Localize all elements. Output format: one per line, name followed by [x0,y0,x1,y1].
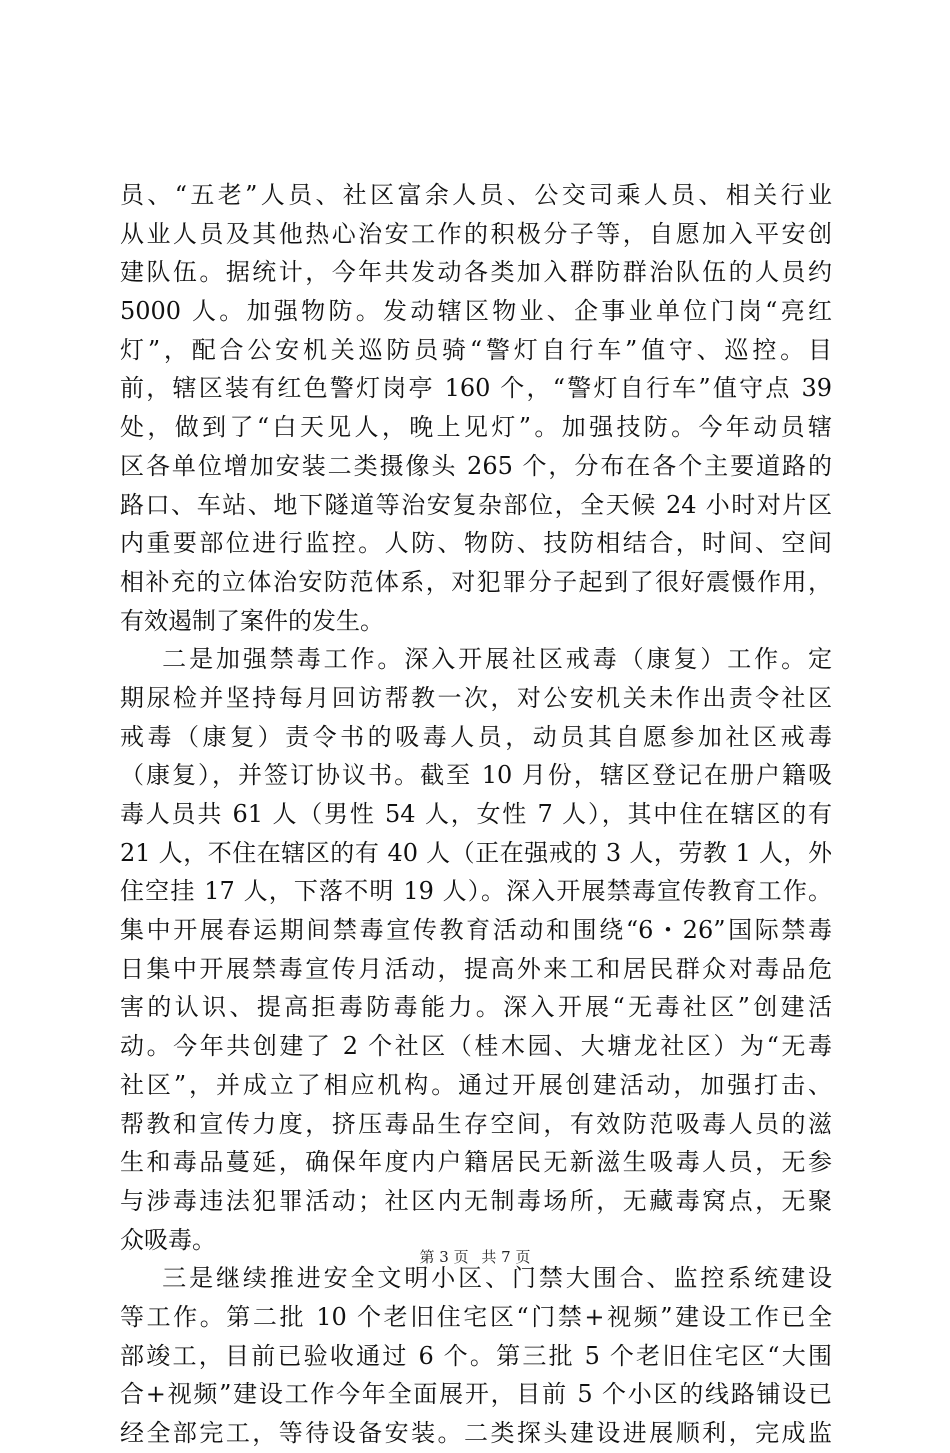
text-line: 21 人，不住在辖区的有 40 人（正在强戒的 3 人，劳教 1 人，外 [120,838,832,867]
text-line: 处，做到了“白天见人，晚上见灯”。加强技防。今年动员辖 [120,413,832,442]
text-line: 集中开展春运期间禁毒宣传教育活动和围绕“6・26”国际禁毒 [120,916,832,945]
text-line: 毒人员共 61 人（男性 54 人，女性 7 人），其中住在辖区的有 [120,800,832,828]
page-total: 共 7 页 [481,1248,531,1266]
text-line: 5000 人。加强物防。发动辖区物业、企事业单位门岗“亮红 [120,297,832,326]
text-line: 部竣工，目前已验收通过 6 个。第三批 5 个老旧住宅区“大围 [120,1341,832,1370]
text-line: 二是加强禁毒工作。深入开展社区戒毒（康复）工作。定 [120,645,832,674]
text-line: 有效遏制了案件的发生。 [120,606,384,635]
text-line: 合+视频”建设工作今年全面展开，目前 5 个小区的线路铺设已 [120,1380,832,1409]
text-line: 路口、车站、地下隧道等治安复杂部位，全天候 24 小时对片区 [120,490,832,519]
text-line: 区各单位增加安装二类摄像头 265 个，分布在各个主要道路的 [120,451,832,480]
text-line: 与涉毒违法犯罪活动；社区内无制毒场所，无藏毒窝点，无聚 [120,1186,832,1215]
text-line: 期尿检并坚持每月回访帮教一次，对公安机关未作出责令社区 [120,683,832,712]
text-line: 员、“五老”人员、社区富余人员、公交司乘人员、相关行业 [120,181,832,209]
text-line: 生和毒品蔓延，确保年度内户籍居民无新滋生吸毒人员，无参 [120,1148,832,1177]
text-line: 戒毒（康复）责令书的吸毒人员，动员其自愿参加社区戒毒 [120,722,832,751]
text-line: （康复），并签订协议书。截至 10 月份，辖区登记在册户籍吸 [120,761,832,790]
text-line: 日集中开展禁毒宣传月活动，提高外来工和居民群众对毒品危 [120,954,832,983]
text-line: 等工作。第二批 10 个老旧住宅区“门禁+视频”建设工作已全 [120,1302,832,1331]
text-line: 建队伍。据统计，今年共发动各类加入群防群治队伍的人员约 [120,258,832,287]
text-line: 相补充的立体治安防范体系，对犯罪分子起到了很好震慑作用， [120,567,832,596]
text-line: 内重要部位进行监控。人防、物防、技防相结合，时间、空间 [120,529,832,558]
text-line: 帮教和宣传力度，挤压毒品生存空间，有效防范吸毒人员的滋 [120,1109,832,1138]
text-line: 害的认识、提高拒毒防毒能力。深入开展“无毒社区”创建活 [120,993,832,1022]
text-line: 众吸毒。 [120,1225,216,1254]
page-number: 第 3 页 [419,1248,469,1266]
text-line: 前，辖区装有红色警灯岗亭 160 个，“警灯自行车”值守点 39 [120,374,832,403]
text-line: 经全部完工，等待设备安装。二类探头建设进展顺利，完成监 [120,1419,832,1447]
text-line: 三是继续推进安全文明小区、门禁大围合、监控系统建设 [120,1264,832,1293]
text-line: 动。今年共创建了 2 个社区（桂木园、大塘龙社区）为“无毒 [120,1032,832,1061]
text-line: 从业人员及其他热心治安工作的积极分子等，自愿加入平安创 [120,219,832,248]
text-line: 住空挂 17 人，下落不明 19 人）。深入开展禁毒宣传教育工作。 [120,877,832,906]
text-line: 灯”，配合公安机关巡防员骑“警灯自行车”值守、巡控。目 [120,335,832,364]
text-line: 社区”，并成立了相应机构。通过开展创建活动，加强打击、 [120,1070,832,1099]
page-footer [0,1246,950,1267]
